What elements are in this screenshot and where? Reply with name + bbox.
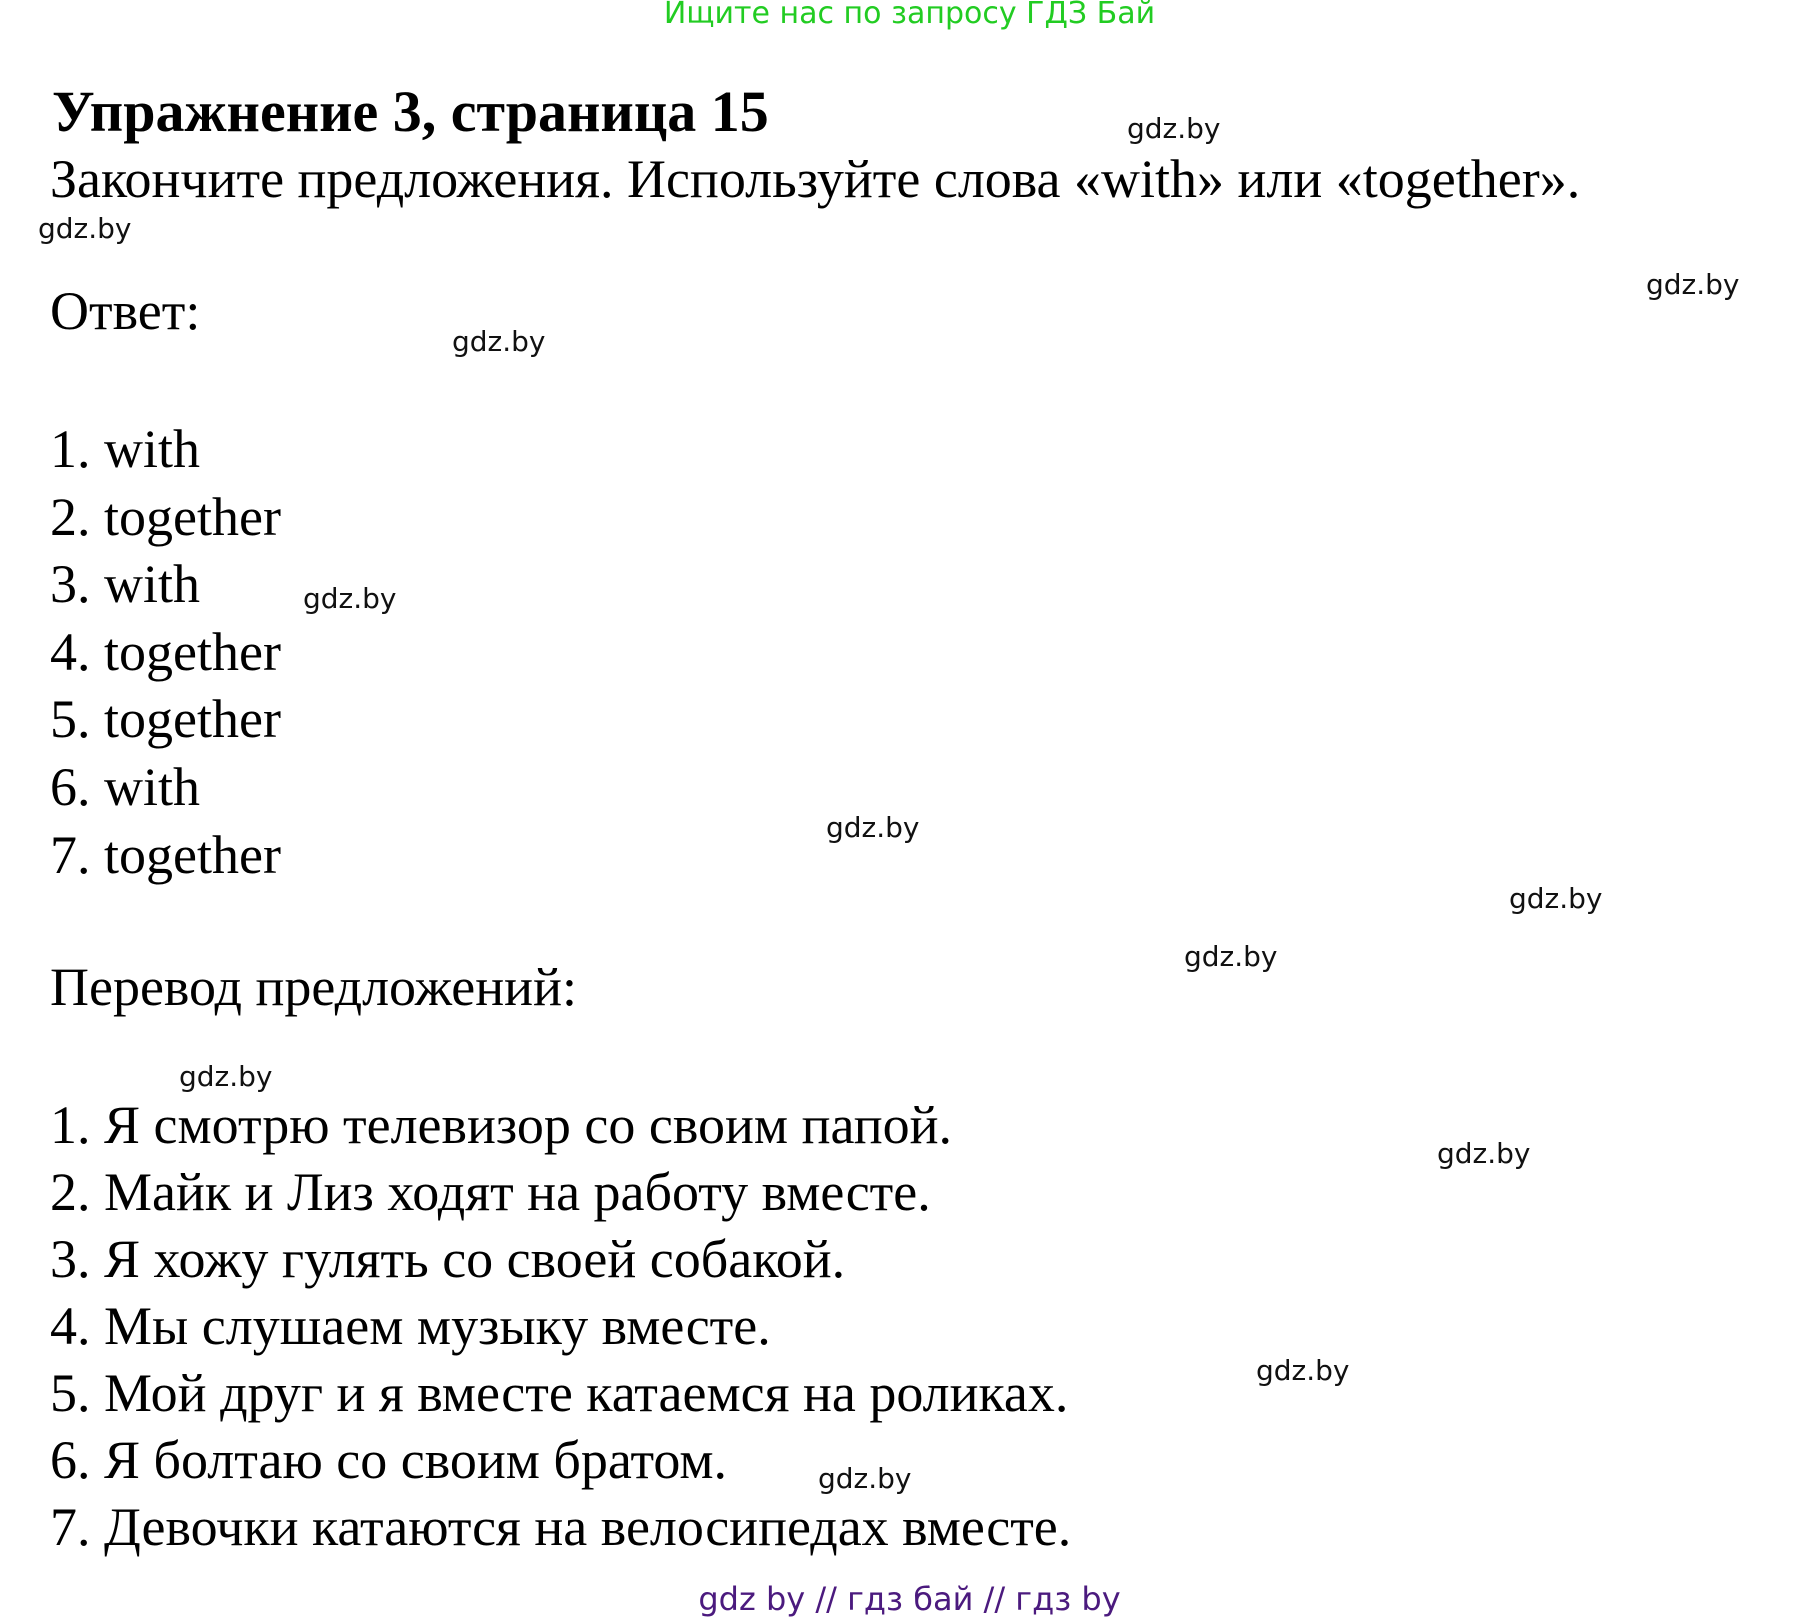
watermark: gdz.by (1256, 1354, 1350, 1387)
watermark: gdz.by (179, 1060, 273, 1093)
answer-item: 3. with (50, 554, 201, 614)
task-instructions: Закончите предложения. Используйте слова «with» или «together». (50, 149, 1581, 209)
translation-item: 1. Я смотрю телевизор со своим папой. (50, 1095, 953, 1155)
page-title: Упражнение 3, страница 15 (52, 79, 769, 144)
watermark: gdz.by (826, 811, 920, 844)
answer-heading: Ответ: (50, 281, 201, 341)
answer-item: 7. together (50, 825, 281, 885)
answer-item: 5. together (50, 689, 281, 749)
search-banner: Ищите нас по запросу ГДЗ Бай (663, 0, 1156, 31)
translation-item: 2. Майк и Лиз ходят на работу вместе. (50, 1162, 931, 1222)
watermark: gdz.by (1184, 940, 1278, 973)
translation-item: 6. Я болтаю со своим братом. (50, 1430, 728, 1490)
answer-item: 6. with (50, 757, 201, 817)
watermark: gdz.by (452, 325, 546, 358)
watermark: gdz.by (38, 212, 132, 245)
translation-item: 5. Мой друг и я вместе катаемся на роликах. (50, 1363, 1069, 1423)
translation-heading: Перевод предложений: (50, 957, 577, 1017)
answer-item: 4. together (50, 622, 281, 682)
watermark: gdz.by (1509, 882, 1603, 915)
answer-item: 1. with (50, 419, 201, 479)
translation-item: 7. Девочки катаются на велосипедах вместе. (50, 1497, 1072, 1557)
answer-item: 2. together (50, 487, 281, 547)
watermark: gdz.by (1127, 112, 1221, 145)
translation-item: 3. Я хожу гулять со своей собакой. (50, 1229, 846, 1289)
watermark: gdz.by (818, 1462, 912, 1495)
watermark: gdz.by (1437, 1137, 1531, 1170)
watermark: gdz.by (303, 582, 397, 615)
footer-watermark: gdz by // гдз бай // гдз by (698, 1580, 1121, 1618)
translation-item: 4. Мы слушаем музыку вместе. (50, 1296, 771, 1356)
watermark: gdz.by (1646, 268, 1740, 301)
